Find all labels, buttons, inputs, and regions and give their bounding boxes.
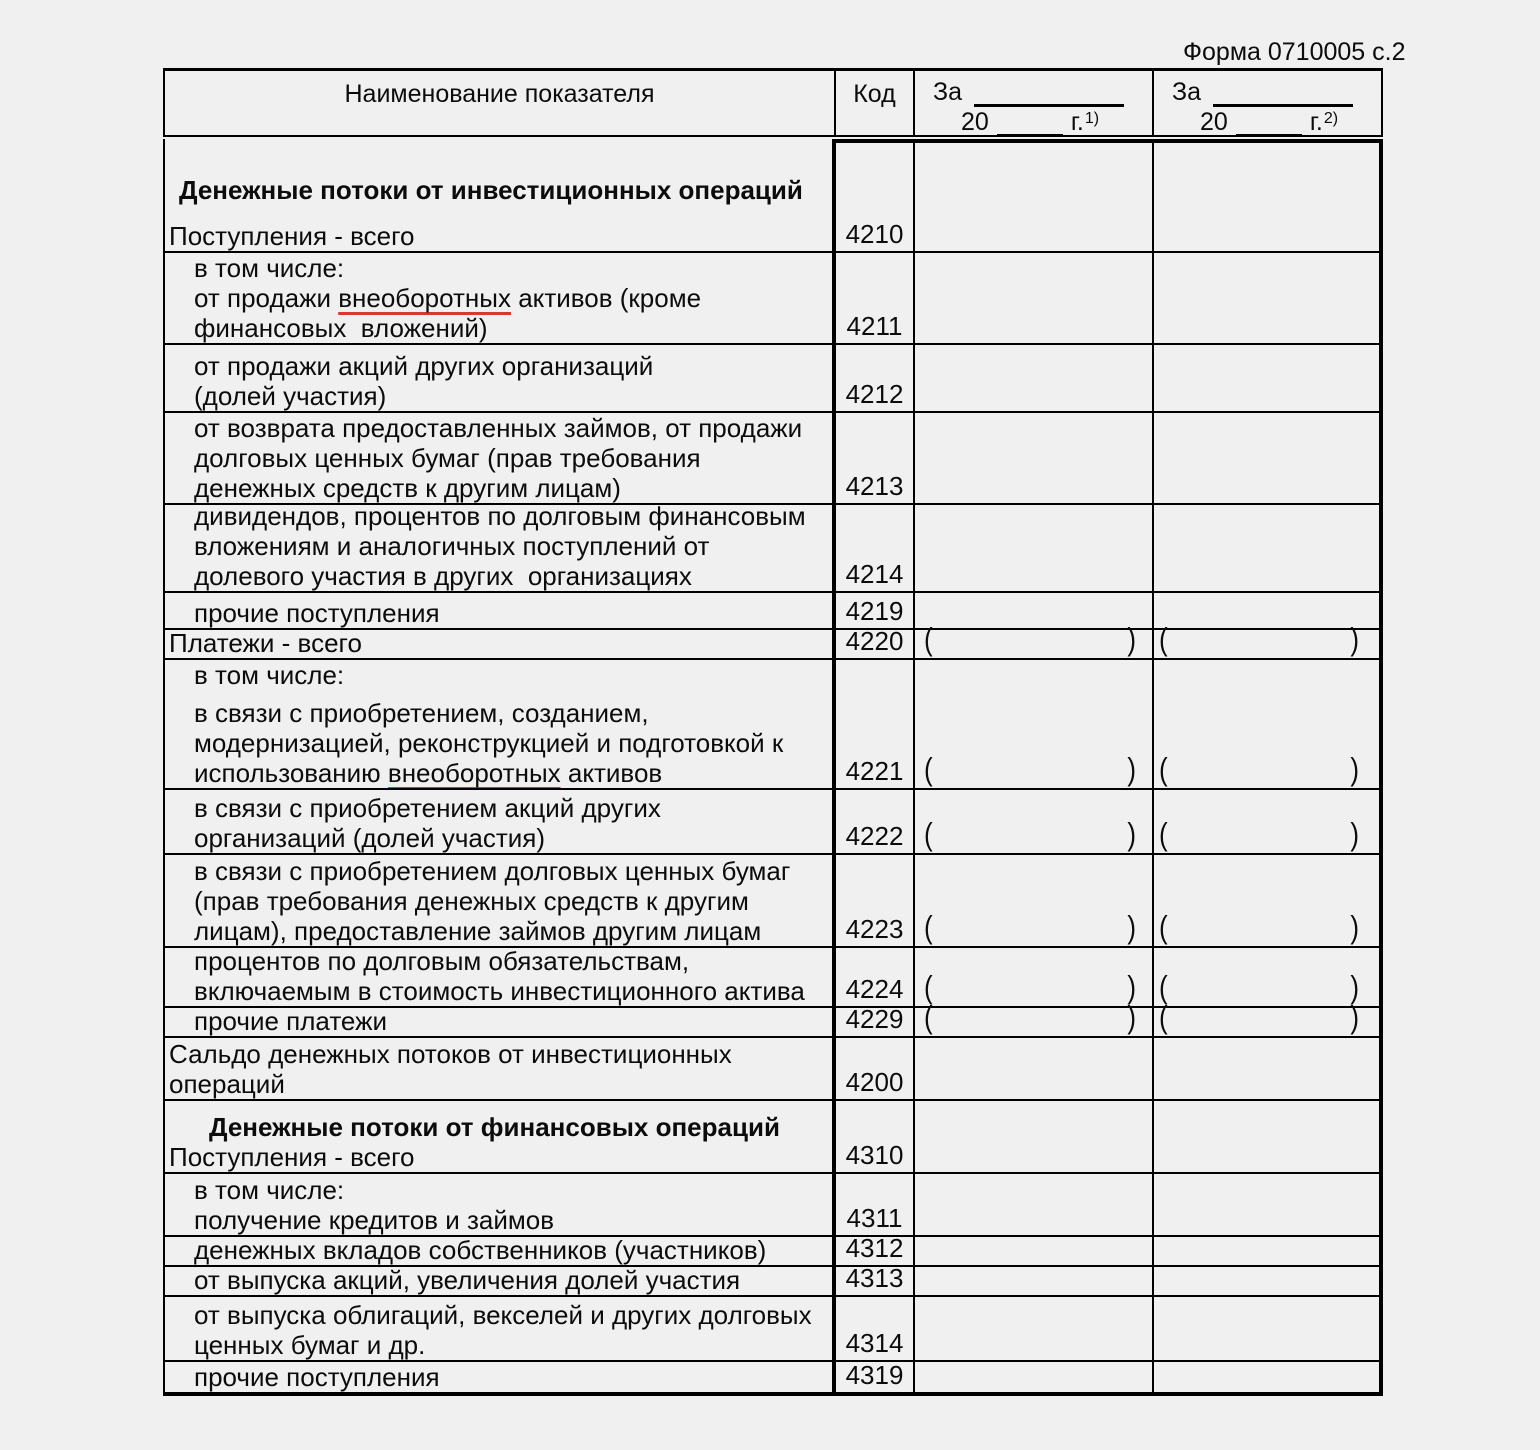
open-paren: ( — [924, 751, 933, 788]
code-cell: 4223 — [836, 855, 915, 946]
value-cell-period2 — [1154, 505, 1383, 591]
table-row — [163, 253, 1383, 345]
table-row — [163, 999, 1383, 1038]
close-paren: ) — [1127, 909, 1136, 946]
indicator-cell — [163, 630, 836, 658]
code-cell: 4229 — [836, 1008, 915, 1036]
value-cell-period1 — [915, 139, 1154, 251]
indicator-cell — [163, 345, 836, 411]
table-row — [163, 1038, 1383, 1101]
indicator-cell — [163, 1297, 836, 1360]
code-cell: 4313 — [836, 1267, 915, 1295]
indicator-cell — [163, 1038, 836, 1099]
indicator-line: финансовых вложений) — [194, 313, 488, 343]
value-cell-period2 — [1154, 660, 1383, 788]
indicator-line: организаций (долей участия) — [194, 823, 545, 853]
period2-blank-line — [1213, 83, 1353, 107]
value-cell-period2 — [1154, 621, 1383, 658]
code-cell: 4222 — [836, 790, 915, 853]
value-cell-period1 — [915, 948, 1154, 1006]
close-paren: ) — [1350, 621, 1359, 658]
close-paren: ) — [1127, 969, 1136, 1006]
value-cell-period2 — [1154, 855, 1383, 946]
open-paren: ( — [1159, 969, 1168, 1006]
indicator-cell — [163, 1237, 836, 1265]
value-cell-period1 — [915, 505, 1154, 591]
indicator-cell — [163, 790, 836, 853]
period2-line1 — [1154, 78, 1381, 107]
header-period-1 — [915, 71, 1154, 135]
value-cell-period2 — [1154, 999, 1383, 1036]
value-cell-period1 — [915, 621, 1154, 658]
indicator-line: (долей участия) — [194, 381, 387, 411]
open-paren: ( — [924, 816, 933, 853]
table-row — [163, 660, 1383, 790]
value-cell-period1 — [915, 790, 1154, 853]
value-cell-period2 — [1154, 413, 1383, 503]
code-cell: 4221 — [836, 660, 915, 788]
indicator-line: в том числе: — [194, 253, 345, 283]
value-cell-period2 — [1154, 139, 1383, 251]
value-cell-period1 — [915, 999, 1154, 1036]
indicator-line: Сальдо денежных потоков от инвестиционных — [169, 1039, 732, 1069]
indicator-cell — [163, 855, 836, 946]
table-row — [163, 1101, 1383, 1174]
code-cell: 4214 — [836, 505, 915, 591]
spellcheck-underlined-word: внеоборотных — [338, 283, 511, 313]
code-cell: 4200 — [836, 1038, 915, 1099]
table-header-row — [163, 68, 1383, 137]
indicator-line: использованию внеоборотных активов — [194, 758, 663, 788]
indicator-line: в связи с приобретением, созданием, — [194, 698, 649, 728]
table-row — [163, 855, 1383, 948]
open-paren: ( — [1159, 621, 1168, 658]
table-row — [163, 1297, 1383, 1362]
indicator-line: ценных бумаг и др. — [194, 1330, 426, 1360]
indicator-cell — [163, 1008, 836, 1036]
period2-za: За — [1172, 78, 1202, 106]
period1-line2 — [961, 108, 1152, 137]
indicator-line: процентов по долговым обязательствам, — [194, 948, 690, 976]
close-paren: ) — [1350, 909, 1359, 946]
table-row — [163, 1174, 1383, 1237]
indicator-cell — [163, 253, 836, 343]
indicator-line: от продажи внеоборотных активов (кроме — [194, 283, 702, 313]
value-cell-period2 — [1154, 593, 1383, 628]
code-cell: 4210 — [836, 139, 915, 251]
indicator-line: включаемым в стоимость инвестиционного актива — [194, 976, 805, 1006]
line-spacer — [165, 205, 832, 221]
code-cell: 4224 — [836, 948, 915, 1006]
indicator-line: лицам), предоставление займов другим лицам — [194, 916, 762, 946]
close-paren: ) — [1350, 751, 1359, 788]
header-code: Код — [836, 71, 915, 135]
indicator-line: в том числе: — [194, 1175, 345, 1205]
period2-year-blank — [1236, 113, 1302, 137]
indicator-line: долевого участия в других организациях — [194, 561, 692, 591]
table-row — [163, 1362, 1383, 1392]
indicator-line: Денежные потоки от инвестиционных операций — [179, 175, 803, 205]
value-cell-period1 — [915, 593, 1154, 628]
code-cell: 4212 — [836, 345, 915, 411]
indicator-line: прочие платежи — [194, 1008, 388, 1036]
value-cell-period1 — [915, 345, 1154, 411]
code-cell: 4311 — [836, 1174, 915, 1235]
value-cell-period1 — [915, 1297, 1154, 1360]
indicator-line: прочие поступления — [194, 598, 440, 628]
table-row — [163, 345, 1383, 413]
close-paren: ) — [1350, 816, 1359, 853]
period2-footnote-sup: 2) — [1323, 110, 1339, 127]
indicator-line: операций — [169, 1069, 285, 1099]
value-cell-period2 — [1154, 345, 1383, 411]
code-cell: 4314 — [836, 1297, 915, 1360]
code-cell: 4220 — [836, 630, 915, 658]
close-paren: ) — [1350, 969, 1359, 1006]
open-paren: ( — [924, 969, 933, 1006]
code-cell: 4312 — [836, 1237, 915, 1265]
indicator-cell — [163, 505, 836, 591]
indicator-cell — [163, 1101, 836, 1172]
indicator-line: от продажи акций других организаций — [194, 351, 654, 381]
table-row — [163, 593, 1383, 630]
code-cell: 4211 — [836, 253, 915, 343]
indicator-cell — [163, 948, 836, 1006]
value-cell-period1 — [915, 1237, 1154, 1265]
indicator-line: получение кредитов и займов — [194, 1205, 555, 1235]
open-paren: ( — [1159, 999, 1168, 1036]
value-cell-period1 — [915, 1038, 1154, 1099]
period2-year-prefix: 20 — [1200, 108, 1228, 136]
period2-line2 — [1200, 108, 1381, 137]
indicator-cell — [163, 593, 836, 628]
value-cell-period2 — [1154, 1101, 1383, 1172]
close-paren: ) — [1127, 621, 1136, 658]
open-paren: ( — [924, 621, 933, 658]
value-cell-period1 — [915, 1174, 1154, 1235]
value-cell-period1 — [915, 855, 1154, 946]
table-row — [163, 139, 1383, 253]
indicator-line: денежных вкладов собственников (участников) — [194, 1237, 767, 1265]
open-paren: ( — [924, 909, 933, 946]
table-row — [163, 413, 1383, 505]
value-cell-period2 — [1154, 1174, 1383, 1235]
table-row — [163, 505, 1383, 593]
period1-footnote-sup: 1) — [1084, 110, 1100, 127]
close-paren: ) — [1127, 999, 1136, 1036]
period1-za: За — [933, 78, 963, 106]
header-indicator-name: Наименование показателя — [163, 71, 836, 135]
value-cell-period1 — [915, 1101, 1154, 1172]
line-spacer — [165, 690, 832, 698]
table-row — [163, 948, 1383, 1008]
value-cell-period1 — [915, 253, 1154, 343]
value-cell-period2 — [1154, 1038, 1383, 1099]
close-paren: ) — [1127, 816, 1136, 853]
indicator-line: вложениям и аналогичных поступлений от — [194, 531, 710, 561]
code-cell: 4319 — [836, 1362, 915, 1392]
value-cell-period1 — [915, 1362, 1154, 1392]
period1-line1 — [915, 78, 1152, 107]
open-paren: ( — [924, 999, 933, 1036]
value-cell-period2 — [1154, 790, 1383, 853]
close-paren: ) — [1350, 999, 1359, 1036]
indicator-line: дивидендов, процентов по долговым финансовым — [194, 505, 806, 531]
indicator-line: модернизацией, реконструкцией и подготовкой к — [194, 728, 784, 758]
code-cell: 4219 — [836, 593, 915, 628]
indicator-line: (прав требования денежных средств к другим — [194, 886, 749, 916]
header-period-2 — [1154, 71, 1383, 135]
indicator-line: Поступления - всего — [169, 1142, 415, 1172]
form-page-label: Форма 0710005 с.2 — [1183, 38, 1406, 66]
value-cell-period1 — [915, 1267, 1154, 1295]
value-cell-period2 — [1154, 1267, 1383, 1295]
indicator-cell — [163, 1267, 836, 1295]
open-paren: ( — [1159, 909, 1168, 946]
table-body — [163, 139, 1383, 1396]
value-cell-period2 — [1154, 1297, 1383, 1360]
code-cell: 4213 — [836, 413, 915, 503]
value-cell-period2 — [1154, 948, 1383, 1006]
indicator-cell — [163, 139, 836, 251]
period1-blank-line — [974, 83, 1124, 107]
period2-year-suffix: г. — [1309, 108, 1323, 136]
indicator-line: Платежи - всего — [169, 630, 362, 658]
open-paren: ( — [1159, 816, 1168, 853]
period1-year-suffix: г. — [1070, 108, 1084, 136]
indicator-line: от выпуска облигаций, векселей и других долговых — [194, 1300, 812, 1330]
indicator-line: в связи с приобретением акций других — [194, 793, 661, 823]
indicator-cell — [163, 1362, 836, 1392]
open-paren: ( — [1159, 751, 1168, 788]
value-cell-period2 — [1154, 253, 1383, 343]
indicator-line: от выпуска акций, увеличения долей участия — [194, 1267, 741, 1295]
indicator-line: в том числе: — [194, 660, 345, 690]
spellcheck-underlined-word: внеоборотных — [387, 758, 561, 788]
indicator-line: прочие поступления — [194, 1362, 440, 1392]
value-cell-period1 — [915, 660, 1154, 788]
indicator-line: долговых ценных бумаг (прав требования — [194, 443, 701, 473]
table-row — [163, 790, 1383, 855]
indicator-line: в связи с приобретением долговых ценных бумаг — [194, 856, 791, 886]
indicator-cell — [163, 1174, 836, 1235]
close-paren: ) — [1127, 751, 1136, 788]
indicator-cell — [163, 413, 836, 503]
period1-year-blank — [997, 113, 1063, 137]
period1-year-prefix: 20 — [961, 108, 989, 136]
indicator-line: денежных средств к другим лицам) — [194, 473, 621, 503]
value-cell-period2 — [1154, 1237, 1383, 1265]
table-row — [163, 1263, 1383, 1297]
cash-flow-table — [163, 68, 1383, 1396]
value-cell-period1 — [915, 413, 1154, 503]
value-cell-period2 — [1154, 1362, 1383, 1392]
indicator-line: от возврата предоставленных займов, от продажи — [194, 413, 803, 443]
indicator-line: Денежные потоки от финансовых операций — [209, 1112, 780, 1142]
table-row — [163, 1233, 1383, 1267]
table-row — [163, 621, 1383, 660]
code-cell: 4310 — [836, 1101, 915, 1172]
indicator-line: Поступления - всего — [169, 221, 415, 251]
indicator-cell — [163, 660, 836, 788]
